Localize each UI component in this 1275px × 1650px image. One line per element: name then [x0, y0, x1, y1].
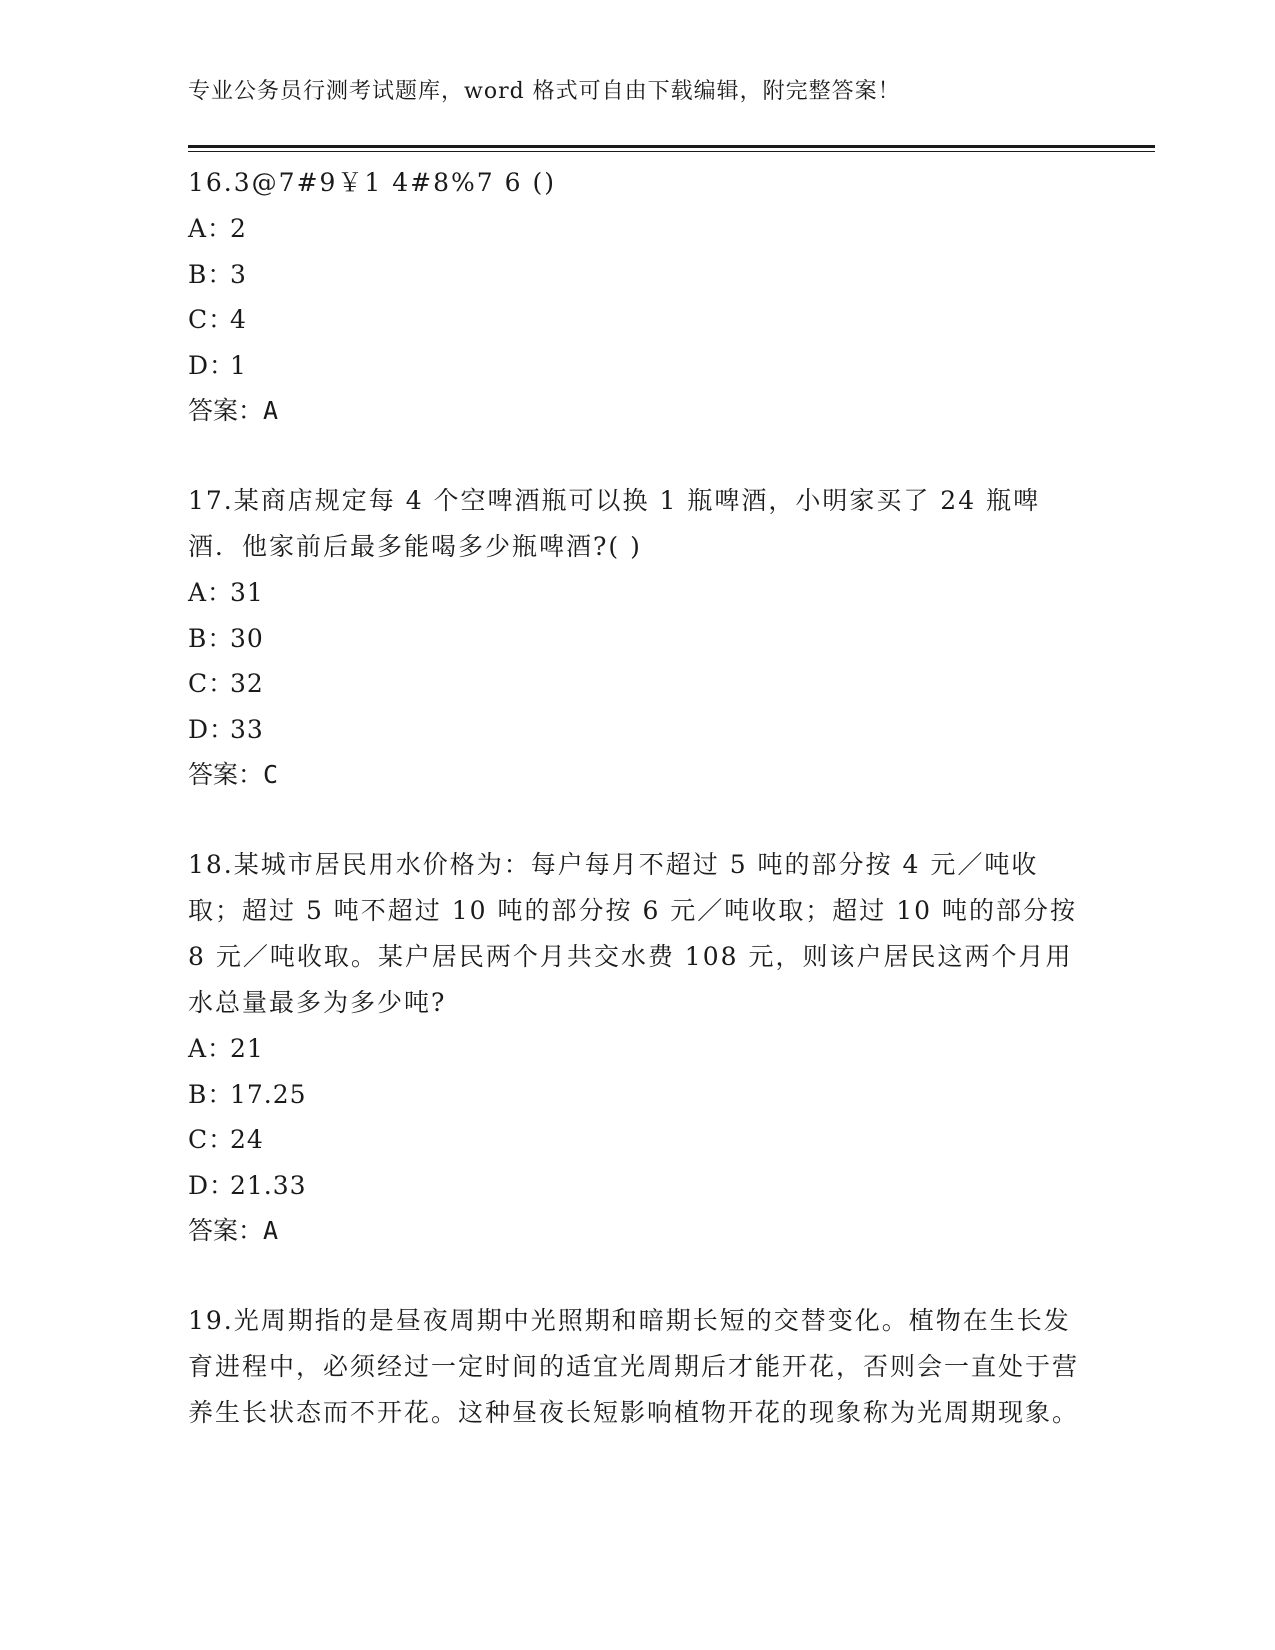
option-label: A： [188, 578, 234, 607]
option-a [188, 1026, 1088, 1072]
option-value: 24 [230, 1125, 264, 1154]
option-label: B： [188, 259, 234, 289]
header-divider-thick [188, 145, 1155, 148]
answer-value: A [263, 396, 279, 425]
option-value: 17.25 [230, 1079, 307, 1109]
answer-line [188, 752, 1088, 798]
option-a [188, 206, 1088, 252]
option-c [188, 661, 1088, 707]
answer-label: 答案： [188, 396, 264, 425]
question-19 [188, 1298, 1088, 1436]
question-list [188, 160, 1088, 1480]
option-value: 30 [230, 623, 264, 653]
answer-line [188, 1208, 1088, 1254]
option-label: B： [188, 1079, 234, 1109]
option-d [188, 343, 1088, 389]
option-label: B： [188, 623, 234, 653]
option-value: 31 [230, 578, 264, 607]
question-stem: 18.某城市居民用水价格为：每户每月不超过 5 吨的部分按 4 元／吨收取；超过 5 吨不超过 10 吨的部分按 6 元／吨收取；超过 10 吨的部分按 8 元／吨收取。某户居民两个月共交水费 108 元，则该户居民这两个月用水总量最多为多少吨? [188, 850, 1078, 1017]
header-divider-thin [188, 151, 1155, 152]
option-d [188, 707, 1088, 753]
question-18 [188, 842, 1088, 1254]
answer-line [188, 388, 1088, 434]
option-label: D： [188, 1170, 236, 1200]
option-value: 33 [230, 714, 264, 744]
option-value: 2 [230, 214, 247, 243]
option-value: 1 [230, 350, 247, 380]
answer-label: 答案： [188, 1216, 264, 1245]
option-label: C： [188, 305, 235, 334]
question-stem: 16.3@7#9￥1 4#8%7 6 () [188, 168, 557, 197]
option-label: A： [188, 1034, 234, 1063]
option-value: 4 [230, 305, 247, 334]
option-b [188, 252, 1088, 298]
page-header: 专业公务员行测考试题库，word 格式可自由下载编辑，附完整答案！ [188, 79, 901, 104]
question-16 [188, 160, 1088, 434]
option-d [188, 1163, 1088, 1209]
option-value: 21 [230, 1034, 264, 1063]
answer-value: C [263, 760, 279, 789]
option-b [188, 1072, 1088, 1118]
option-c [188, 297, 1088, 343]
option-value: 21.33 [230, 1170, 307, 1200]
question-stem: 19.光周期指的是昼夜周期中光照期和暗期长短的交替变化。植物在生长发育进程中，必须经过一定时间的适宜光周期后才能开花，否则会一直处于营养生长状态而不开花。这种昼夜长短影响植物开花的现象称为光周期现象。 [188, 1306, 1080, 1427]
option-a [188, 570, 1088, 616]
answer-value: A [263, 1216, 279, 1245]
option-label: C： [188, 1125, 235, 1154]
option-c [188, 1117, 1088, 1163]
option-label: D： [188, 350, 236, 380]
question-17 [188, 478, 1088, 798]
option-value: 32 [230, 669, 264, 698]
option-label: D： [188, 714, 236, 744]
question-stem: 17.某商店规定每 4 个空啤酒瓶可以换 1 瓶啤酒，小明家买了 24 瓶啤酒．他家前后最多能喝多少瓶啤酒?( ) [188, 486, 1041, 561]
option-b [188, 616, 1088, 662]
option-value: 3 [230, 259, 247, 289]
answer-label: 答案： [188, 760, 264, 789]
option-label: C： [188, 669, 235, 698]
option-label: A： [188, 214, 234, 243]
